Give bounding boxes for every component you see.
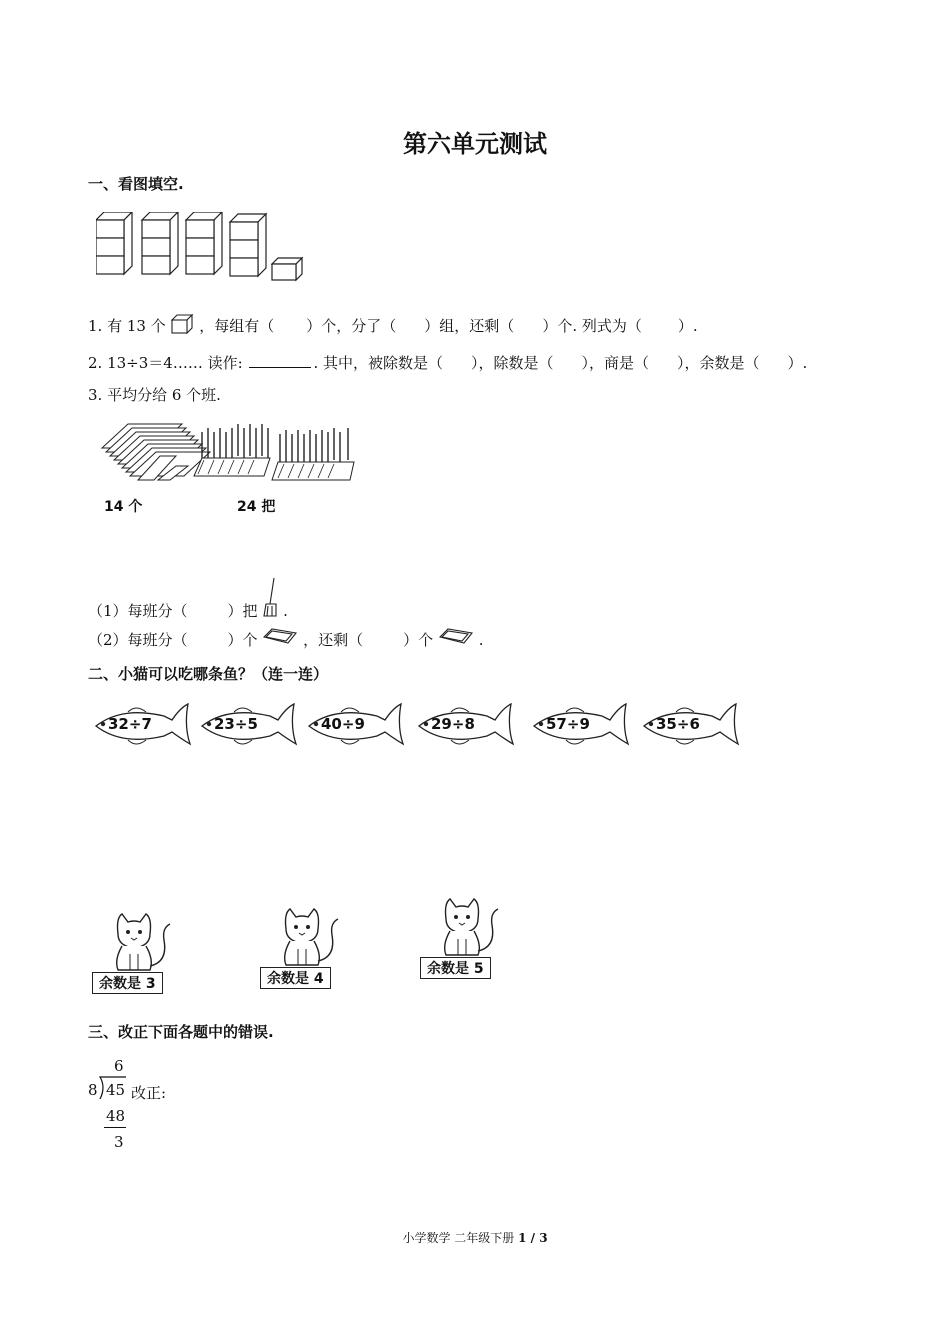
cube-stacks-figure <box>96 212 306 282</box>
dustpan-count-label: 14 个 <box>104 499 143 515</box>
section-3-heading: 三、改正下面各题中的错误. <box>88 1023 274 1041</box>
cat-icon[interactable] <box>102 910 182 972</box>
broom-count-label: 24 把 <box>237 499 276 515</box>
sub-question-2: （2）每班分（ ）个 ，还剩（ ）个 . <box>88 627 484 650</box>
section-1-heading: 一、看图填空. <box>88 175 184 193</box>
page-title: 第六单元测试 <box>403 130 547 158</box>
sub-question-1: （1）每班分（ ）把 . <box>88 576 288 621</box>
division-product: 48 <box>106 1107 126 1125</box>
dustpan-icon <box>262 627 298 647</box>
question-2: 2. 13÷3＝4…… 读作: . 其中，被除数是（ ），除数是（ ），商是（ ），余数是（ ）. <box>88 354 808 372</box>
section-2-heading: 二、小猫可以吃哪条鱼？（连一连） <box>88 665 329 683</box>
correct-label: 改正: <box>131 1084 167 1102</box>
fish-expression: 32÷7 <box>108 715 152 733</box>
page-footer: 小学数学 二年级下册 1 / 3 <box>402 1231 548 1245</box>
division-remainder: 3 <box>114 1133 124 1151</box>
question-1: 1. 有 13 个 ，每组有（ ）个，分了（ ）组，还剩（ ）个. 列式为（ ）. <box>88 314 698 336</box>
fish-expression: 35÷6 <box>656 715 700 733</box>
dustpans-brooms-figure <box>98 418 364 488</box>
cat-remainder-label: 余数是 5 <box>420 957 491 979</box>
fish-expression: 29÷8 <box>431 715 475 733</box>
answer-blank[interactable] <box>249 353 311 368</box>
fish-expression: 23÷5 <box>214 715 258 733</box>
cat-remainder-label: 余数是 3 <box>92 972 163 994</box>
division-dividend: 45 <box>106 1081 126 1099</box>
dustpan-icon <box>438 627 474 647</box>
fish-expression: 40÷9 <box>321 715 365 733</box>
cat-icon[interactable] <box>430 895 510 957</box>
division-quotient: 6 <box>114 1057 124 1075</box>
cat-icon[interactable] <box>270 905 350 967</box>
page-number: 1 / 3 <box>518 1231 548 1245</box>
cat-remainder-label: 余数是 4 <box>260 967 331 989</box>
division-divisor: 8 <box>88 1081 98 1099</box>
division-line <box>104 1127 126 1128</box>
fish-expression: 57÷9 <box>546 715 590 733</box>
question-3: 3. 平均分给 6 个班. <box>88 386 221 404</box>
cube-icon <box>170 314 194 334</box>
broom-icon <box>262 576 278 620</box>
